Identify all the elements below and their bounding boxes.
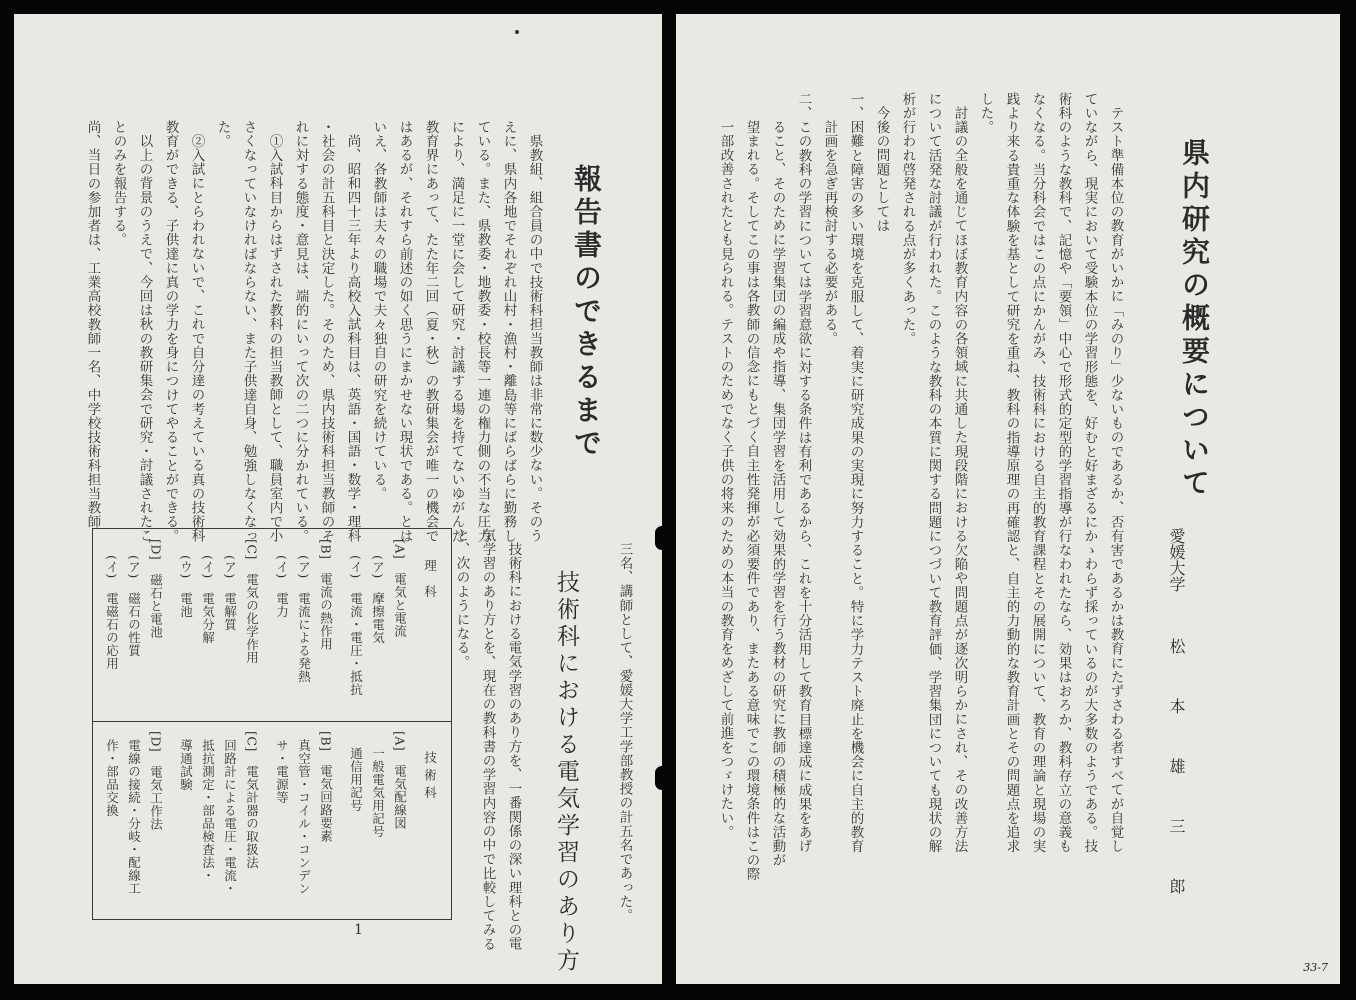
report-line-6: はあるが、それすら前述の如く思うにまかせない現状である。とは	[396, 120, 413, 543]
rika-d: [D] 磁石と電池	[148, 539, 164, 639]
section-line-2: 気学習のあり方とを、現在の教科書の学習内容の中で比較してみる	[479, 528, 496, 951]
report-line-18: 尚、当日の参加者は、工業高校教師一名、中学校技術科担当教師	[84, 120, 101, 529]
rika-a: [A] 電気と電流	[392, 539, 408, 638]
rika-c: [C] 電気の化学作用	[244, 539, 260, 664]
gijutsu-c-3: 導通試験	[178, 739, 194, 791]
comparison-table	[92, 528, 452, 920]
gijutsu-a: [A] 電気配線図	[392, 731, 408, 830]
report-line-17: とのみを報告する。	[110, 120, 127, 247]
rika-c-1: (ア) 電解質	[222, 555, 238, 631]
survey-line-13: 二、この教科の学習については学習意欲に対する条件は有利であるから、これを十分活用して教育目標達成に成果をあげ	[795, 92, 812, 854]
gijutsu-a-2: 通信用記号	[348, 747, 364, 812]
survey-line-5: 践より来る貴重な体験を基として研究を重ね、教科の指導原理の再確認と、自主的力動的な教育計画とその問題点を追求	[1003, 92, 1020, 854]
report-line-15: 教育ができる、子供達に真の学力を身につけてやることができる。	[162, 120, 179, 543]
gijutsu-b: [B] 電気回路要素	[318, 731, 334, 843]
author-affiliation: 愛媛大学	[1167, 528, 1186, 592]
gijutsu-header: 技 術 科	[422, 751, 438, 799]
survey-line-16: 一部改善されたとも見られる。テストのためでなく子供の将来のための本当の教育をめざして前進をつゞけたい。	[717, 120, 734, 840]
report-line-4: により、満足に一堂に会して研究・討議する場を持てないゆがんだ	[448, 120, 465, 543]
page-number: 1	[354, 922, 363, 938]
survey-line-4: なくなる。当分科会ではこの点にかんがみ、技術科における自主的教育課程とその展開について、教育の理論と現場の実	[1029, 92, 1046, 854]
gijutsu-b-1: 真空管・コイル・コンデン	[296, 739, 312, 895]
report-line-12: さくなっていなければならない、また子供達自身、勉強しなくなっ	[240, 120, 257, 543]
gijutsu-d-1: 電線の接続・分岐・配線工	[126, 739, 142, 895]
survey-line-7: 討議の全般を通じてほぼ教育内容の各領域に共通した現段階における欠陥や問題点が逐次明らかにされ、その改善方法	[951, 106, 968, 854]
section-heading: 技術科における電気学習のあり方	[553, 570, 579, 975]
stray-mark	[515, 30, 519, 34]
section-line-1: 技術科における電気学習のあり方を、一番関係の深い理科との電	[505, 542, 522, 951]
report-line-7: いえ、各教師は夫々の職場で夫々独自の研究を続けている。	[370, 120, 387, 501]
section-line-3: と、次のようになる。	[453, 528, 470, 669]
rika-header: 理 科	[422, 559, 438, 598]
left-page	[14, 14, 662, 984]
gijutsu-d: [D] 電気工作法	[148, 731, 164, 831]
rika-c-2: (イ) 電気分解	[200, 555, 216, 644]
survey-line-9: 析が行われ啓発される点が多くあった。	[899, 92, 916, 346]
report-line-3: ている。また、県教委・地教委・校長等一連の権力側の不当な圧力	[474, 120, 491, 543]
report-line-1: 県教組、組合員の中で技術科担当教師は非常に数少ない。そのう	[526, 134, 543, 543]
gijutsu-a-1: 一般電気用記号	[370, 747, 386, 838]
report-line-11: ①入試科目からはずされた教科の担当教師として、職員室内で小	[266, 134, 283, 543]
binding-hole-bottom	[655, 766, 662, 790]
right-title: 県内研究の概要について	[1178, 138, 1211, 501]
report-line-13: た。	[214, 120, 231, 149]
survey-line-11: 一、困難と障害の多い環境を克服して、着実に研究成果の実現に努力すること。特に学力テスト廃止を機会に自主的教育	[847, 92, 864, 854]
survey-line-10: 今後の問題としては	[873, 106, 890, 233]
right-page	[676, 14, 1340, 984]
report-line-16: 以上の背景のうえで、今回は秋の教研集会で研究・討議されたこ	[136, 134, 153, 543]
report-line-2: えに、県内各地でそれぞれ山村・漁村・離島等にばらばらに勤務し	[500, 120, 517, 543]
left-heading: 報告書のできるまで	[570, 164, 603, 461]
report-line-19: 三名、講師として、愛媛大学工学部教授の計五名であった。	[616, 542, 633, 923]
survey-line-12: 計画を急ぎ再検討する必要がある。	[821, 120, 838, 346]
rika-b-2: (イ) 電力	[274, 555, 290, 618]
gijutsu-b-2: サ・電源等	[274, 739, 290, 804]
author-name: 松 本 雄 三 郎	[1167, 638, 1186, 908]
report-line-10: れに対する態度・意見は、端的にいって次の二つに分かれている。	[292, 120, 309, 543]
rika-b-1: (ア) 電流による発熱	[296, 555, 312, 683]
binding-hole-top	[655, 526, 662, 550]
rika-a-2: (イ) 電流・電圧・抵抗	[348, 555, 364, 696]
rika-d-1: (ア) 磁石の性質	[126, 555, 142, 657]
survey-line-15: 望まれる。そしてこの事は各教師の信念にもとづく自主性発揮が必須要件であり、またある意味でこの環境条件はこの際	[743, 120, 760, 882]
gijutsu-c: [C] 電気計器の取扱法	[244, 731, 260, 869]
report-line-8: 尚、昭和四十三年より高校入試科目は、英語・国語・数学・理科	[344, 134, 361, 543]
survey-line-3: 術科のような教科で、記憶や「要領」中心で形式的定型的学習指導が行なわれたなら、効果はおろか、教科存立の意義も	[1055, 92, 1072, 854]
report-line-9: ・社会の計五科目と決定した。そのため、県内技術科担当教師のそ	[318, 120, 335, 543]
rika-c-3: (ウ) 電池	[178, 555, 194, 618]
survey-line-1: テスト準備本位の教育がいかに「みのり」少ないものであるか、否有害であるかは教育にたずさわる者すべてが自覚し	[1107, 106, 1124, 854]
report-line-5: 教育界にあって、たた年二回（夏・秋）の教研集会が唯一の機会で	[422, 120, 439, 543]
survey-line-6: した。	[977, 92, 994, 135]
gijutsu-c-1: 回路計による電圧・電流・	[222, 739, 238, 895]
survey-line-8: について活発な討議が行われた。このような教科の本質に関する問題につづいて教育評価、学習集団についても現状の解	[925, 92, 942, 854]
rika-d-2: (イ) 電磁石の応用	[104, 555, 120, 670]
rika-a-1: (ア) 摩擦電気	[370, 555, 386, 644]
survey-line-2: ていながら、現実において受験本位の学習形態を、好むと好まざるにかゝわらず採っているのが大多数のようである。技	[1081, 92, 1098, 854]
rika-b: [B] 電流の熱作用	[318, 539, 334, 651]
survey-line-14: ること、そのために学習集団の編成や指導、集団学習を活用して効果的学習を行う教材の研究に教師の積極的な活動が	[769, 120, 786, 868]
table-divider	[93, 721, 451, 722]
gijutsu-d-2: 作・部品交換	[104, 739, 120, 817]
report-line-14: ②入試にとらわれないで、これで自分達の考えている真の技術科	[188, 134, 205, 543]
gijutsu-c-2: 抵抗測定・部品検査法・	[200, 739, 216, 882]
page-reference-mark: 33-7	[1303, 961, 1328, 974]
